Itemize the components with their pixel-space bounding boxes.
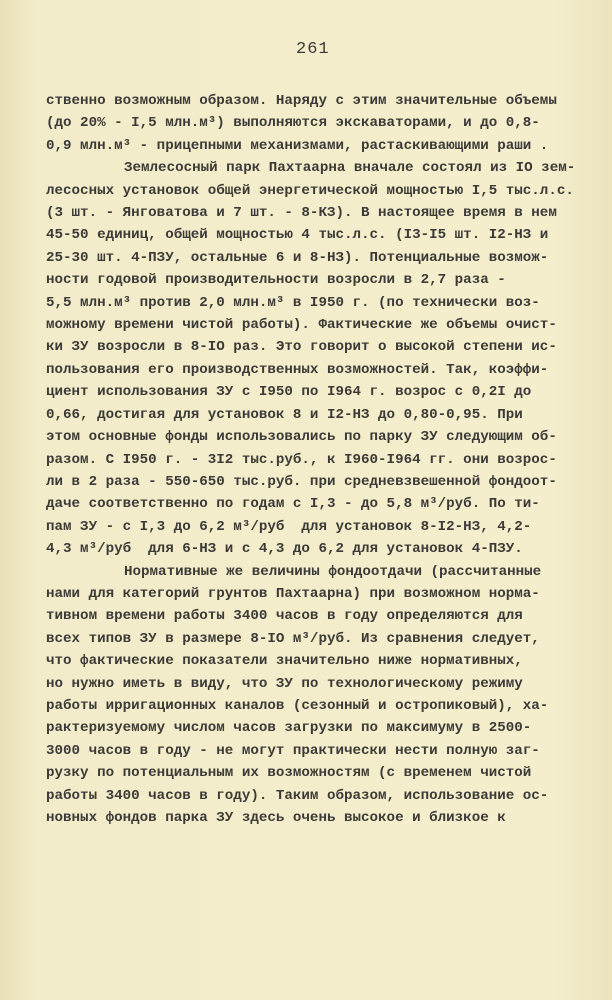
text-line: работы ирригационных каналов (сезонный и остропиковый), ха- [46, 697, 549, 714]
text-line: пам ЗУ - с I,3 до 6,2 м³/руб для установок 8-I2-НЗ, 4,2- [46, 518, 532, 535]
text-line: 5,5 млн.м³ против 2,0 млн.м³ в I950 г. (по технически воз- [46, 294, 540, 311]
text-line: 45-50 единиц, общей мощностью 4 тыс.л.с. (I3-I5 шт. I2-НЗ и [46, 227, 549, 244]
text-line: ности годовой производительности возросли в 2,7 раза - [46, 272, 506, 289]
text-line: ки ЗУ возросли в 8-IO раз. Это говорит о высокой степени ис- [46, 339, 557, 356]
text-line: этом основные фонды использовались по парку ЗУ следующим об- [46, 429, 557, 446]
text-line: можному времени чистой работы). Фактические же объемы очист- [46, 317, 557, 334]
text-line: Нормативные же величины фондоотдачи (рассчитанные [124, 563, 542, 580]
text-line: разом. С I950 г. - 3I2 тыс.руб., к I960-I964 гг. они возрос- [46, 451, 557, 468]
text-line: новных фондов парка ЗУ здесь очень высокое и близкое к [46, 810, 506, 826]
text-line: 0,9 млн.м³ - прицепными механизмами, растаскивающими раши . [46, 137, 549, 154]
text-line: работы 3400 часов в году). Таким образом, использование ос- [46, 787, 549, 804]
text-line: рактеризуемому числом часов загрузки по максимуму в 2500- [46, 720, 532, 737]
text-line: что фактические показатели значительно ниже нормативных, [46, 653, 523, 670]
text-line: даче соответственно по годам с I,3 - до 5,8 м³/руб. По ти- [46, 496, 540, 513]
text-line: (до 20% - I,5 млн.м³) выполняются экскаваторами, и до 0,8- [46, 115, 540, 132]
page-number: 261 [296, 40, 330, 59]
text-line: пользования его производственных возможностей. Так, коэффи- [46, 361, 549, 378]
text-line: циент использования ЗУ с I950 по I964 г. возрос с 0,2I до [46, 384, 532, 401]
document-body [46, 90, 586, 829]
text-line: ственно возможным образом. Наряду с этим значительные объемы [46, 93, 557, 109]
text-line: но нужно иметь в виду, что ЗУ по технологическому режиму [46, 675, 523, 692]
text-line: 3000 часов в году - не могут практически нести полную заг- [46, 742, 540, 759]
text-line: лесосных установок общей энергетической мощностью I,5 тыс.л.с. [46, 182, 574, 199]
paragraph [46, 157, 586, 560]
text-line: нами для категорий грунтов Пахтаарна) при возможном норма- [46, 585, 540, 602]
text-line: рузку по потенциальным их возможностям (с временем чистой [46, 765, 532, 782]
text-line: Землесосный парк Пахтаарна вначале состоял из IO зем- [124, 160, 576, 177]
text-line: 4,3 м³/руб для 6-НЗ и с 4,3 до 6,2 для установок 4-ПЗУ. [46, 541, 523, 558]
paragraph [46, 561, 586, 830]
text-line: 0,66, достигая для установок 8 и I2-НЗ до 0,80-0,95. При [46, 406, 523, 423]
text-line: ли в 2 раза - 550-650 тыс.руб. при средневзвешенной фондоот- [46, 473, 557, 490]
paragraph [46, 90, 586, 157]
text-line: 25-30 шт. 4-ПЗУ, остальные 6 и 8-НЗ). Потенциальные возмож- [46, 249, 549, 266]
text-line: (3 шт. - Янговатова и 7 шт. - 8-КЗ). В настоящее время в нем [46, 205, 557, 222]
text-line: всех типов ЗУ в размере 8-IO м³/руб. Из сравнения следует, [46, 630, 540, 647]
text-line: тивном времени работы 3400 часов в году определяются для [46, 608, 523, 625]
